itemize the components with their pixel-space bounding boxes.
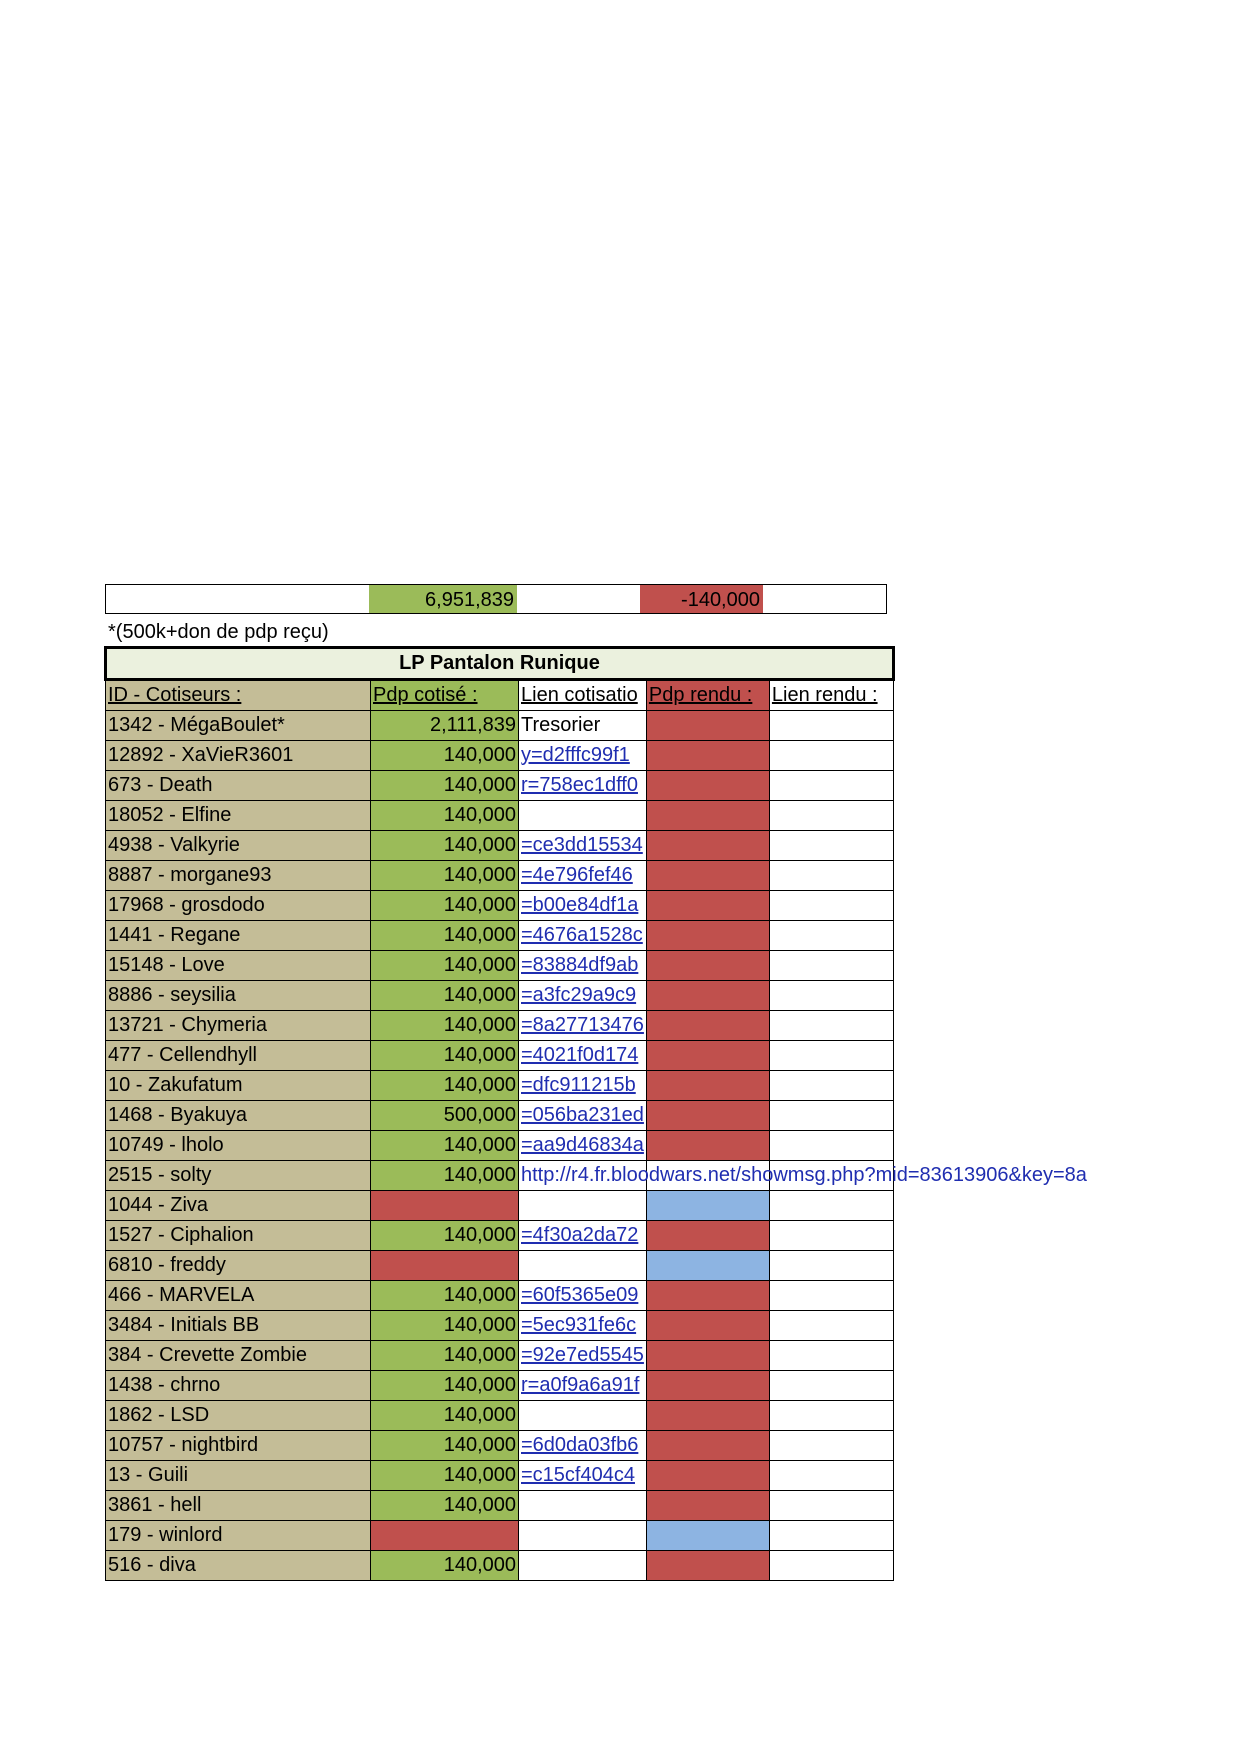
pdp-cotise-cell: 140,000 [371,1551,519,1581]
lien-rendu-cell [769,1251,893,1281]
lien-cotisation-cell[interactable] [519,1221,647,1251]
cotiseur-id-cell: 516 - diva [106,1551,371,1581]
lien-cotisation-cell [519,1251,647,1281]
lien-rendu-cell [769,1431,893,1461]
table-row [106,1161,894,1191]
pdp-cotise-cell: 140,000 [371,741,519,771]
table-row [106,1191,894,1221]
lien-cotisation-cell [519,1191,647,1221]
cotiseur-id-cell: 3861 - hell [106,1491,371,1521]
lien-rendu-cell [769,1011,893,1041]
lien-cotisation-link[interactable]: =5ec931fe6c [521,1314,637,1336]
pdp-cotise-cell: 140,000 [371,1281,519,1311]
table-title-row [106,648,894,680]
lien-cotisation-link[interactable]: =dfc911215b [521,1074,636,1096]
lien-cotisation-cell[interactable] [519,1281,647,1311]
table-row [106,1461,894,1491]
pdp-rendu-cell [646,1401,769,1431]
lien-rendu-cell [769,711,893,741]
pdp-rendu-total: -140,000 [640,585,763,613]
pdp-rendu-cell [646,1521,769,1551]
table-row [106,1551,894,1581]
table-row [106,1281,894,1311]
cotiseur-id-cell: 477 - Cellendhyll [106,1041,371,1071]
cotiseur-id-cell: 18052 - Elfine [106,801,371,831]
pdp-rendu-cell [646,1131,769,1161]
lien-rendu-cell [769,741,893,771]
lien-rendu-cell [769,1191,893,1221]
cotiseur-id-cell: 8887 - morgane93 [106,861,371,891]
lien-cotisation-link[interactable]: y=d2fffc99f1 [521,744,630,766]
lien-cotisation-cell[interactable] [519,1041,647,1071]
lien-cotisation-link[interactable]: =4676a1528c [521,924,643,946]
lien-cotisation-cell[interactable] [519,1071,647,1101]
table-row [106,1341,894,1371]
lien-cotisation-cell[interactable] [519,1341,647,1371]
cotiseur-id-cell: 10749 - lholo [106,1131,371,1161]
lien-cotisation-cell[interactable] [519,921,647,951]
totals-row [105,584,887,614]
pdp-rendu-cell [646,1041,769,1071]
lien-cotisation-cell[interactable] [519,831,647,861]
lien-rendu-cell [769,1041,893,1071]
lien-rendu-cell [769,801,893,831]
lien-rendu-cell [769,1401,893,1431]
cotiseur-id-cell: 1441 - Regane [106,921,371,951]
pdp-cotise-cell: 140,000 [371,1371,519,1401]
cotiseur-id-cell: 10 - Zakufatum [106,1071,371,1101]
lien-cotisation-cell[interactable] [519,1011,647,1041]
lien-rendu-cell [769,1101,893,1131]
lien-cotisation-link[interactable]: =056ba231ed [521,1104,644,1126]
table-row [106,1311,894,1341]
pdp-rendu-cell [646,1551,769,1581]
pdp-rendu-cell [646,771,769,801]
lien-cotisation-cell[interactable] [519,1371,647,1401]
lien-cotisation-cell[interactable] [519,1161,1087,1191]
cotiseur-id-cell: 1468 - Byakuya [106,1101,371,1131]
contributors-table [104,646,1087,1581]
table-row [106,801,894,831]
pdp-cotise-cell: 140,000 [371,1431,519,1461]
lien-rendu-cell [769,1521,893,1551]
table-row [106,1521,894,1551]
pdp-rendu-cell [646,1071,769,1101]
pdp-cotise-total: 6,951,839 [369,585,517,613]
pdp-rendu-cell [646,1011,769,1041]
lien-cotisation-link[interactable]: =8a27713476 [521,1014,644,1036]
cotiseur-id-cell: 6810 - freddy [106,1251,371,1281]
table-row [106,981,894,1011]
lien-cotisation-cell: Tresorier [519,711,647,741]
pdp-rendu-cell [646,831,769,861]
lien-rendu-cell [769,1461,893,1491]
pdp-cotise-cell: 140,000 [371,1071,519,1101]
header-lien-rendu: Lien rendu : [769,680,893,711]
pdp-cotise-cell: 140,000 [371,771,519,801]
header-id-cotiseurs: ID - Cotiseurs : [106,680,371,711]
pdp-rendu-cell [646,891,769,921]
table-row [106,831,894,861]
pdp-rendu-cell [646,1221,769,1251]
table-row [106,861,894,891]
table-row [106,741,894,771]
lien-cotisation-cell[interactable] [519,741,647,771]
table-row [106,1131,894,1161]
lien-cotisation-cell[interactable] [519,771,647,801]
lien-cotisation-link[interactable]: =6d0da03fb6 [521,1434,639,1456]
table-row [106,1401,894,1431]
table-row [106,711,894,741]
lien-rendu-cell [769,1281,893,1311]
lien-cotisation-link[interactable]: =a3fc29a9c9 [521,984,637,1006]
lien-cotisation-link[interactable]: =c15cf404c4 [521,1464,635,1486]
pdp-rendu-cell [646,1281,769,1311]
lien-rendu-cell [769,1371,893,1401]
pdp-rendu-cell [646,1191,769,1221]
cotiseur-id-cell: 1527 - Ciphalion [106,1221,371,1251]
cotiseur-id-cell: 8886 - seysilia [106,981,371,1011]
pdp-rendu-cell [646,1101,769,1131]
table-row [106,921,894,951]
table-row [106,1101,894,1131]
lien-cotisation-cell[interactable] [519,1431,647,1461]
table-row [106,891,894,921]
pdp-cotise-cell [371,1251,519,1281]
lien-cotisation-cell[interactable] [519,1311,647,1341]
pdp-rendu-cell [646,1251,769,1281]
pdp-cotise-cell [371,1191,519,1221]
lien-cotisation-cell [519,1551,647,1581]
lien-cotisation-link[interactable]: http://r4.fr.bloodwars.net/showmsg.php?mid=83613906&key=8a [521,1164,1087,1186]
lien-cotisation-cell[interactable] [519,1101,647,1131]
lien-rendu-cell [769,981,893,1011]
cotiseur-id-cell: 2515 - solty [106,1161,371,1191]
lien-rendu-cell [769,1311,893,1341]
pdp-cotise-cell: 2,111,839 [371,711,519,741]
lien-rendu-cell [769,831,893,861]
header-pdp-rendu: Pdp rendu : [646,680,769,711]
table-row [106,771,894,801]
pdp-cotise-cell: 140,000 [371,1311,519,1341]
pdp-rendu-cell [646,711,769,741]
pdp-cotise-cell: 140,000 [371,1221,519,1251]
lien-cotisation-link[interactable]: r=758ec1dff0 [521,774,638,796]
lien-cotisation-cell [519,801,647,831]
lien-cotisation-cell[interactable] [519,1131,647,1161]
pdp-rendu-cell [646,1371,769,1401]
donation-note: *(500k+don de pdp reçu) [108,621,329,643]
lien-rendu-cell [769,1071,893,1101]
lien-rendu-cell [769,1491,893,1521]
lien-cotisation-cell[interactable] [519,951,647,981]
lien-cotisation-cell[interactable] [519,1461,647,1491]
pdp-cotise-cell: 140,000 [371,1011,519,1041]
lien-cotisation-cell [519,1521,647,1551]
lien-cotisation-link[interactable]: =4f30a2da72 [521,1224,639,1246]
pdp-cotise-cell: 140,000 [371,1341,519,1371]
cotiseur-id-cell: 1862 - LSD [106,1401,371,1431]
pdp-cotise-cell: 140,000 [371,981,519,1011]
cotiseur-id-cell: 179 - winlord [106,1521,371,1551]
table-row [106,1371,894,1401]
table-row [106,1251,894,1281]
table-row [106,1041,894,1071]
cotiseur-id-cell: 673 - Death [106,771,371,801]
cotiseur-id-cell: 1438 - chrno [106,1371,371,1401]
pdp-rendu-cell [646,801,769,831]
pdp-cotise-cell: 140,000 [371,1461,519,1491]
cotiseur-id-cell: 466 - MARVELA [106,1281,371,1311]
pdp-cotise-cell: 140,000 [371,1491,519,1521]
pdp-rendu-cell [646,861,769,891]
pdp-cotise-cell: 140,000 [371,921,519,951]
lien-cotisation-link[interactable]: =ce3dd15534 [521,834,643,856]
lien-cotisation-link[interactable]: =4021f0d174 [521,1044,639,1066]
pdp-cotise-cell: 140,000 [371,1161,519,1191]
cotiseur-id-cell: 4938 - Valkyrie [106,831,371,861]
lien-rendu-cell [769,1221,893,1251]
table-row [106,1221,894,1251]
cotiseur-id-cell: 12892 - XaVieR3601 [106,741,371,771]
pdp-rendu-cell [646,1311,769,1341]
pdp-cotise-cell: 140,000 [371,951,519,981]
cotiseur-id-cell: 1044 - Ziva [106,1191,371,1221]
pdp-rendu-cell [646,951,769,981]
cotiseur-id-cell: 384 - Crevette Zombie [106,1341,371,1371]
lien-rendu-cell [769,921,893,951]
table-row [106,1011,894,1041]
lien-cotisation-link[interactable]: =92e7ed5545 [521,1344,644,1366]
pdp-cotise-cell: 140,000 [371,1041,519,1071]
pdp-rendu-cell [646,1461,769,1491]
cotiseur-id-cell: 17968 - grosdodo [106,891,371,921]
lien-cotisation-cell[interactable] [519,891,647,921]
header-lien-cotisation: Lien cotisatio [519,680,647,711]
lien-cotisation-cell[interactable] [519,861,647,891]
lien-cotisation-cell[interactable] [519,981,647,1011]
table-header-row [106,680,894,711]
cotiseur-id-cell: 13721 - Chymeria [106,1011,371,1041]
lien-rendu-cell [769,861,893,891]
lien-cotisation-link[interactable]: =aa9d46834a [521,1134,644,1156]
lien-cotisation-link[interactable]: =b00e84df1a [521,894,639,916]
pdp-cotise-cell: 500,000 [371,1101,519,1131]
cotiseur-id-cell: 10757 - nightbird [106,1431,371,1461]
pdp-rendu-cell [646,1341,769,1371]
pdp-rendu-cell [646,1431,769,1461]
pdp-rendu-cell [646,1491,769,1521]
lien-rendu-cell [769,891,893,921]
pdp-rendu-cell [646,921,769,951]
pdp-cotise-cell: 140,000 [371,1401,519,1431]
lien-rendu-cell [769,1551,893,1581]
cotiseur-id-cell: 3484 - Initials BB [106,1311,371,1341]
table-row [106,1071,894,1101]
lien-rendu-cell [769,951,893,981]
table-title: LP Pantalon Runique [106,648,894,680]
cotiseur-id-cell: 15148 - Love [106,951,371,981]
lien-cotisation-link[interactable]: =83884df9ab [521,954,639,976]
table-row [106,951,894,981]
lien-cotisation-link[interactable]: =60f5365e09 [521,1284,639,1306]
pdp-cotise-cell: 140,000 [371,801,519,831]
lien-rendu-cell [769,1131,893,1161]
pdp-rendu-cell [646,741,769,771]
lien-rendu-cell [769,1341,893,1371]
pdp-rendu-cell [646,981,769,1011]
pdp-cotise-cell: 140,000 [371,861,519,891]
lien-cotisation-link[interactable]: =4e796fef46 [521,864,633,886]
pdp-cotise-cell: 140,000 [371,1131,519,1161]
cotiseur-id-cell: 1342 - MégaBoulet* [106,711,371,741]
pdp-cotise-cell: 140,000 [371,891,519,921]
lien-cotisation-cell [519,1401,647,1431]
pdp-cotise-cell [371,1521,519,1551]
lien-cotisation-link[interactable]: r=a0f9a6a91f [521,1374,640,1396]
pdp-cotise-cell: 140,000 [371,831,519,861]
header-pdp-cotise: Pdp cotisé : [371,680,519,711]
table-row [106,1491,894,1521]
table-row [106,1431,894,1461]
lien-cotisation-cell [519,1491,647,1521]
lien-rendu-cell [769,771,893,801]
cotiseur-id-cell: 13 - Guili [106,1461,371,1491]
